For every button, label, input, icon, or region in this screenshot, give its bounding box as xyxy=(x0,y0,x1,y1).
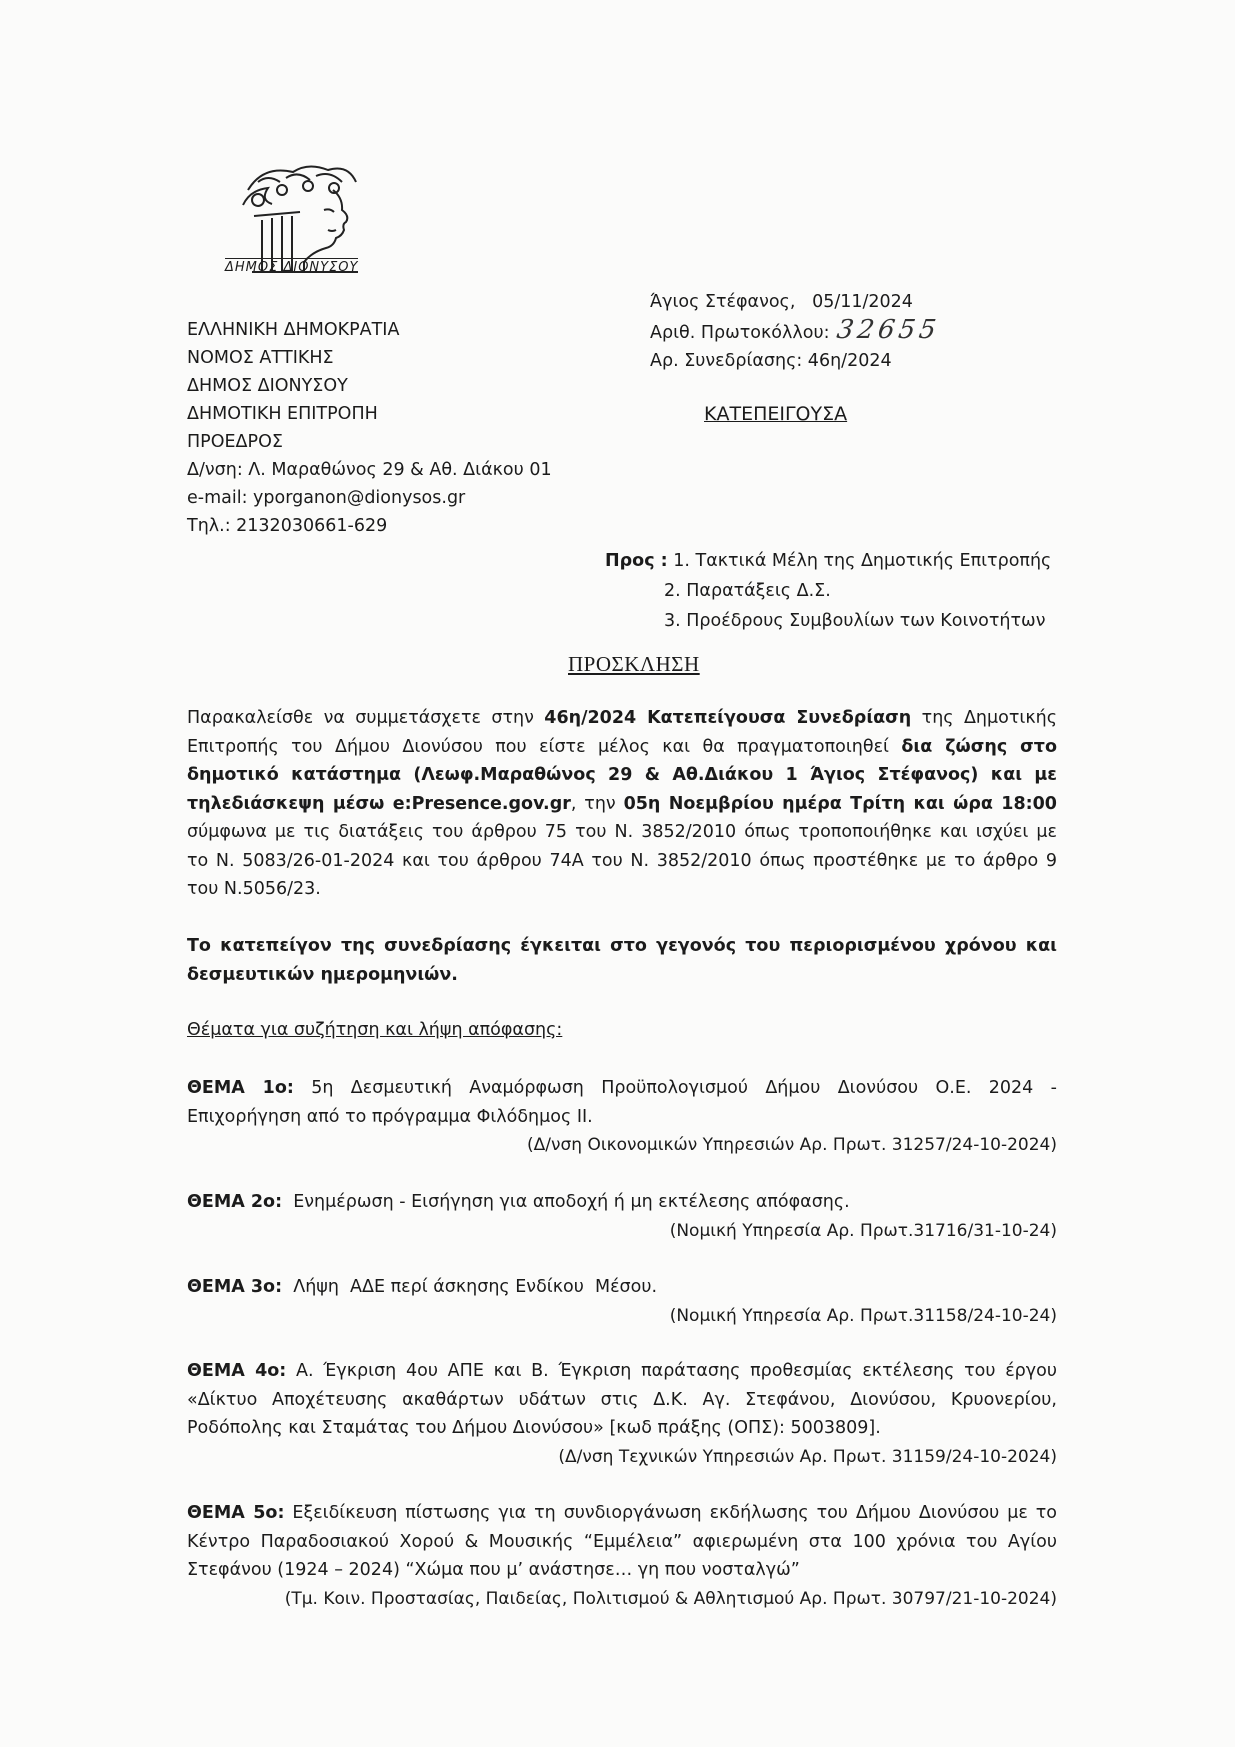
topic-reference: (Δ/νση Τεχνικών Υπηρεσιών Αρ. Πρωτ. 31159/24-10-2024) xyxy=(558,1446,1057,1467)
topics-heading: Θέματα για συζήτηση και λήψη απόφασης: xyxy=(187,1020,563,1040)
urgent-label: ΚΑΤΕΠΕΙΓΟΥΣΑ xyxy=(704,403,848,425)
topic-line: ΘΕΜΑ 1ο: 5η Δεσμευτική Αναμόρφωση Προϋπολογισμού Δήμου Διονύσου Ο.Ε. 2024 - xyxy=(187,1078,1057,1098)
document-meta xyxy=(650,288,943,375)
topic-line: ΘΕΜΑ 3ο: Λήψη ΑΔΕ περί άσκησης Ενδίκου Μέσου. xyxy=(187,1277,658,1297)
topic-line: Κέντρο Παραδοσιακού Χορού & Μουσικής “Εμμέλεια” αφιερωμένη στα 100 χρόνια του Αγίου xyxy=(187,1531,1057,1552)
agenda-topic-3 xyxy=(187,1273,1057,1330)
topic-line: ΘΕΜΑ 4ο: Α. Έγκριση 4ου ΑΠΕ και Β. Έγκριση παράτασης προθεσμίας εκτέλεσης του έργου xyxy=(187,1361,1057,1381)
place-date: Άγιος Στέφανος, 05/11/2024 xyxy=(650,292,913,312)
urgency-line: δεσμευτικών ημερομηνιών. xyxy=(187,964,458,985)
protocol-row xyxy=(650,315,943,347)
protocol-number: 32655 xyxy=(835,315,943,345)
email-line: e-mail: yporganon@dionysos.gr xyxy=(187,488,466,508)
invitation-paragraph xyxy=(187,704,1057,904)
municipality-line: ΔΗΜΟΣ ΔΙΟΝΥΣΟΥ xyxy=(187,376,348,396)
agenda-topic-2 xyxy=(187,1188,1057,1245)
body-line: το Ν. 5083/26-01-2024 και του άρθρου 74Α του Ν. 3852/2010 όπως προστέθηκε με το άρθρο 9 xyxy=(187,850,1057,871)
protocol-label: Αριθ. Πρωτοκόλλου: xyxy=(650,323,830,343)
topic-line: Ροδόπολης και Σταμάτας του Δήμου Διονύσου» [κωδ πράξης (ΟΠΣ): 5003809]. xyxy=(187,1418,881,1438)
body-line: Παρακαλείσθε να συμμετάσχετε στην 46η/2024 Κατεπείγουσα Συνεδρίαση της Δημοτικής xyxy=(187,708,1057,728)
urgency-line: Το κατεπείγον της συνεδρίασης έγκειται στο γεγονός του περιορισμένου χρόνου και xyxy=(187,936,1057,956)
body-line: τηλεδιάσκεψη μέσω e:Presence.gov.gr, την 05η Νοεμβρίου ημέρα Τρίτη και ώρα 18:00 xyxy=(187,793,1057,814)
recipient-item: 2. Παρατάξεις Δ.Σ. xyxy=(664,581,831,601)
recipient-item: 3. Προέδρους Συμβουλίων των Κοινοτήτων xyxy=(664,611,1046,631)
agenda-topic-1 xyxy=(187,1074,1057,1160)
document-title: ΠΡΟΣΚΛΗΣΗ xyxy=(568,652,700,676)
body-line: Επιτροπής του Δήμου Διονύσου που είστε μέλος και θα πραγματοποιηθεί δια ζώσης στο xyxy=(187,736,1057,757)
body-line: σύμφωνα με τις διατάξεις του άρθρου 75 του Ν. 3852/2010 όπως τροποποιήθηκε και ισχύει με xyxy=(187,822,1057,842)
phone-line: Τηλ.: 2132030661-629 xyxy=(187,516,388,536)
address-line: Δ/νση: Λ. Μαραθώνος 29 & Αθ. Διάκου 01 xyxy=(187,460,552,480)
recipient-item: 1. Τακτικά Μέλη της Δημοτικής Επιτροπής xyxy=(673,551,1052,571)
topic-reference: (Νομική Υπηρεσία Αρ. Πρωτ.31158/24-10-24) xyxy=(669,1305,1057,1326)
committee-line: ΔΗΜΟΤΙΚΗ ΕΠΙΤΡΟΠΗ xyxy=(187,404,378,424)
topic-reference: (Νομική Υπηρεσία Αρ. Πρωτ.31716/31-10-24) xyxy=(669,1220,1057,1241)
recipient-row xyxy=(605,546,1051,576)
topic-line: ΘΕΜΑ 5ο: Εξειδίκευση πίστωσης για τη συνδιοργάνωση εκδήλωσης του Δήμου Διονύσου με το xyxy=(187,1503,1057,1523)
agenda-topic-5 xyxy=(187,1499,1057,1613)
topic-line: Επιχορήγηση από το πρόγραμμα Φιλόδημος ΙΙ. xyxy=(187,1106,593,1127)
recipients-block xyxy=(605,546,1051,636)
topic-reference: (Δ/νση Οικονομικών Υπηρεσιών Αρ. Πρωτ. 31257/24-10-2024) xyxy=(527,1135,1057,1155)
prefecture-line: ΝΟΜΟΣ ΑΤΤΙΚΗΣ xyxy=(187,348,334,368)
logo-text: ΔΗΜΟΣ ΔΙΟΝΥΣΟΥ xyxy=(225,260,359,275)
topic-line: Στεφάνου (1924 – 2024) “Χώμα που μ’ ανάστησε… γη που νοσταλγώ” xyxy=(187,1560,800,1580)
topic-reference: (Τμ. Κοιν. Προστασίας, Παιδείας, Πολιτισμού & Αθλητισμού Αρ. Πρωτ. 30797/21-10-2024) xyxy=(284,1588,1057,1609)
body-line: του Ν.5056/23. xyxy=(187,879,321,899)
topic-line: ΘΕΜΑ 2ο: Ενημέρωση - Εισήγηση για αποδοχή ή μη εκτέλεσης απόφασης. xyxy=(187,1192,850,1212)
topic-line: «Δίκτυο Αποχέτευσης ακαθάρτων υδάτων στις Δ.Κ. Αγ. Στεφάνου, Διονύσου, Κρυονερίου, xyxy=(187,1389,1057,1410)
recipients-label: Προς : xyxy=(605,551,668,571)
agenda-topic-4 xyxy=(187,1357,1057,1471)
country-line: ΕΛΛΗΝΙΚΗ ΔΗΜΟΚΡΑΤΙΑ xyxy=(187,320,400,340)
body-line: δημοτικό κατάστημα (Λεωφ.Μαραθώνος 29 & Αθ.Διάκου 1 Άγιος Στέφανος) και με xyxy=(187,765,1057,785)
chair-line: ΠΡΟΕΔΡΟΣ xyxy=(187,432,283,452)
urgency-note xyxy=(187,932,1057,989)
session-number: Αρ. Συνεδρίασης: 46η/2024 xyxy=(650,351,892,371)
sender-block xyxy=(187,316,552,540)
